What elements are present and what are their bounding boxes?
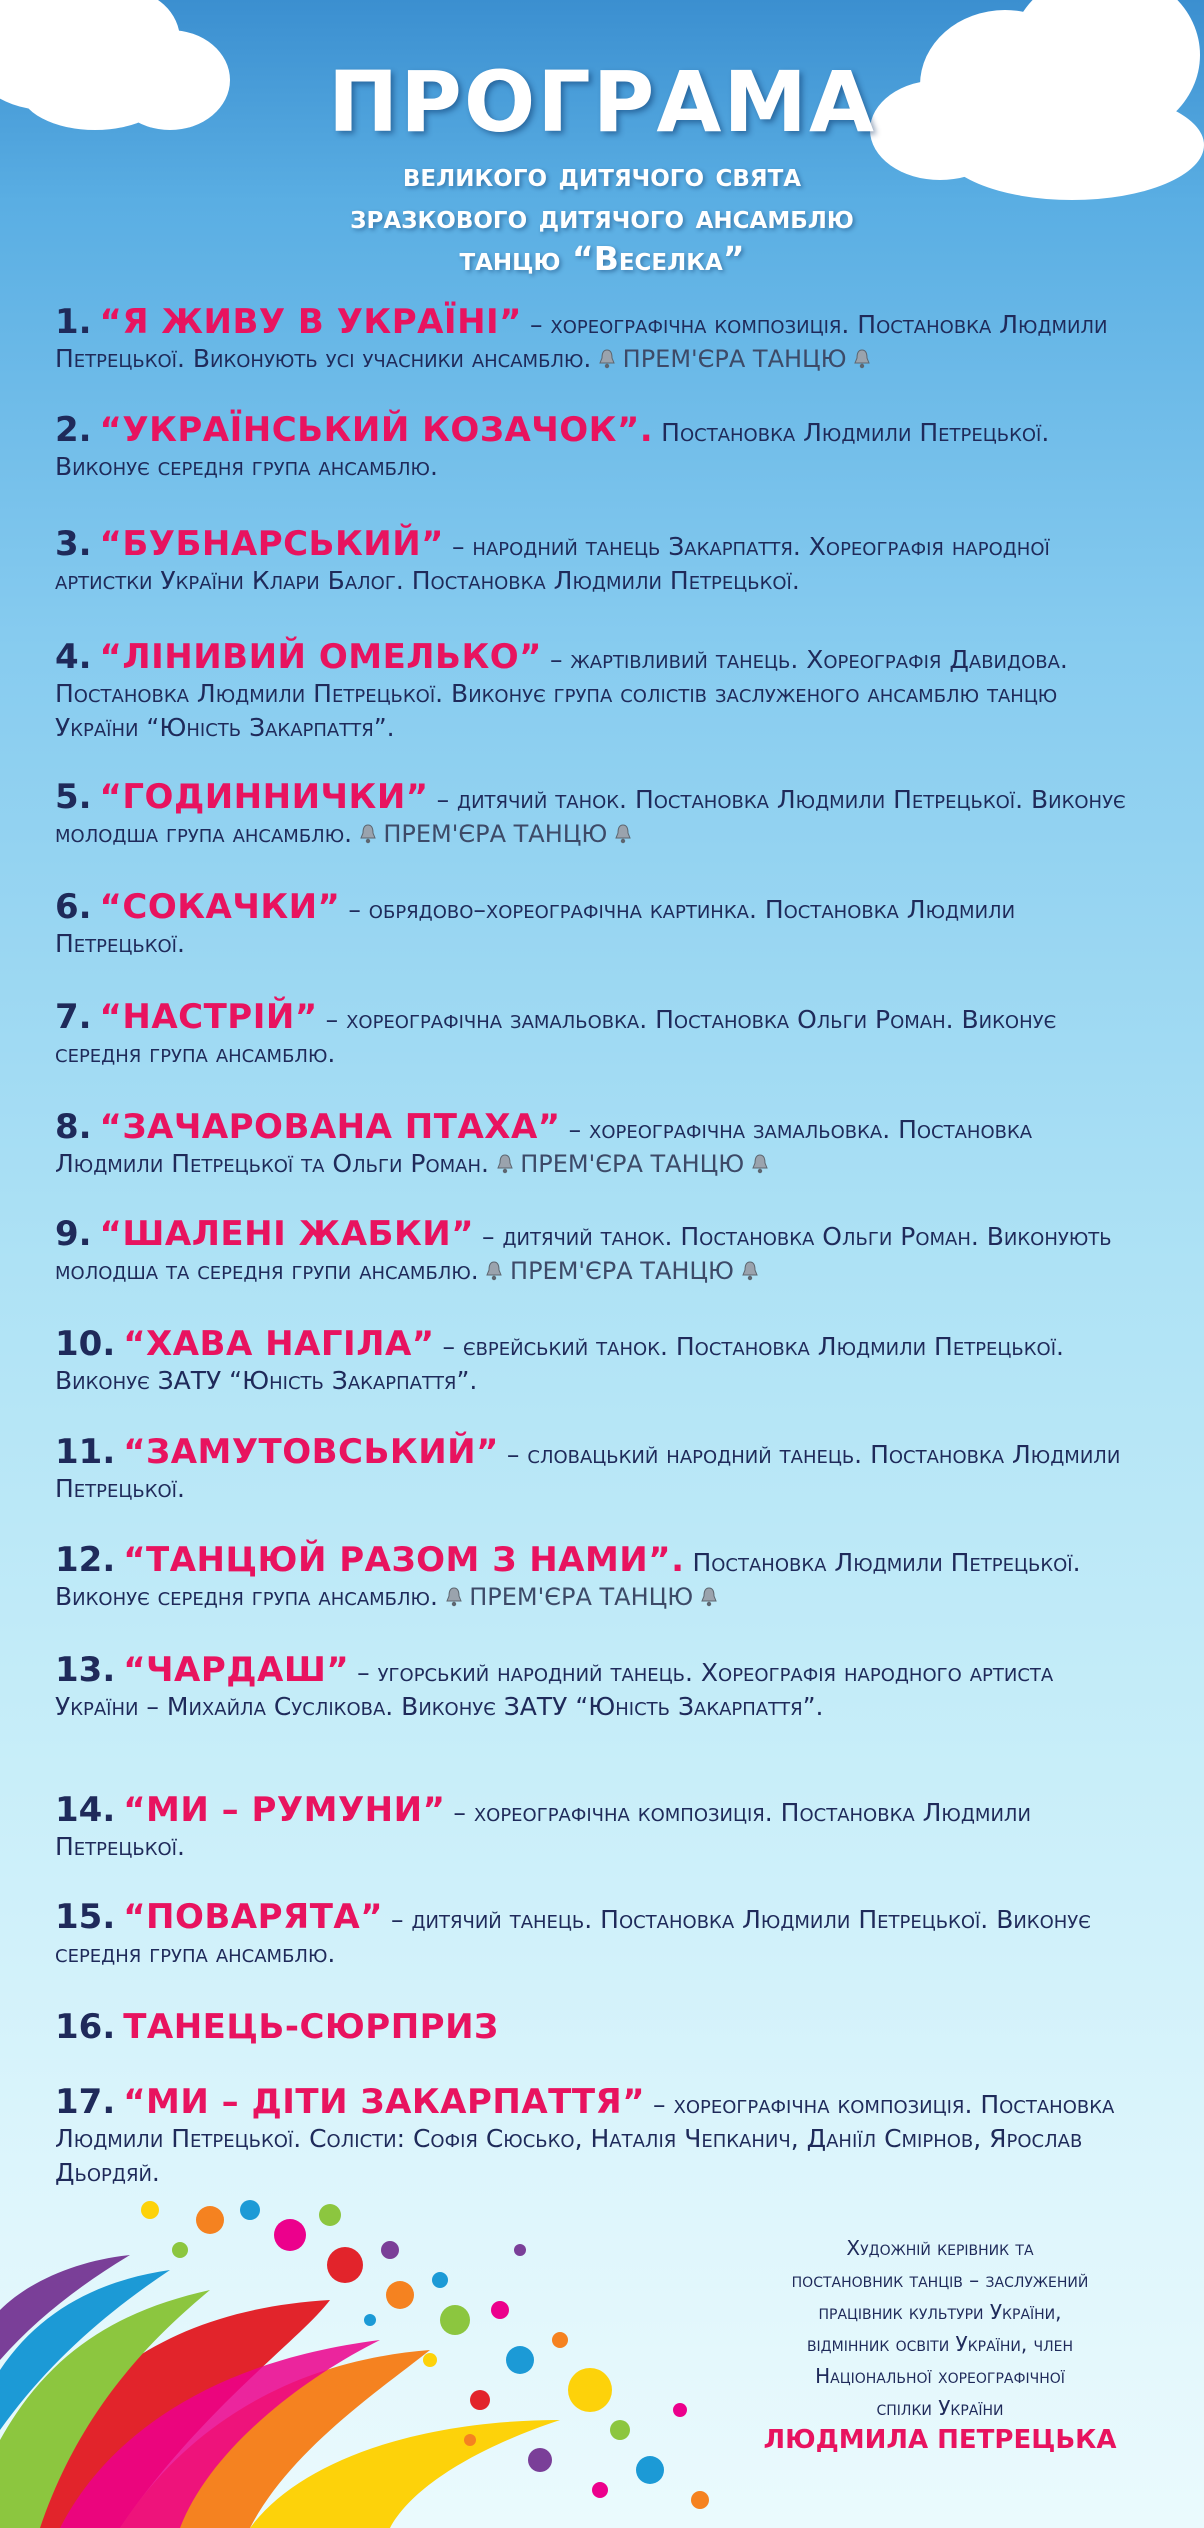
item-number: 7. <box>55 997 92 1037</box>
bell-icon <box>701 1587 717 1607</box>
item-number: 8. <box>55 1107 92 1147</box>
bell-icon <box>599 349 615 369</box>
dance-description: – дитячий танець. Постановка Людмили Петрецької. Виконує середня група ансамблю. <box>55 1905 1091 1968</box>
item-number: 15. <box>55 1897 116 1937</box>
premiere-label: ПРЕМ'ЄРА ТАНЦЮ <box>520 1150 745 1178</box>
credit-line-3: працівник культури України, <box>818 2300 1062 2324</box>
premiere-label: ПРЕМ'ЄРА ТАНЦЮ <box>469 1583 694 1611</box>
author-signature: ЛЮДМИЛА ПЕТРЕЦЬКА <box>763 2425 1117 2455</box>
program-item <box>55 410 1135 484</box>
program-item <box>55 1324 1135 1398</box>
bell-icon <box>360 824 376 844</box>
dance-description: – дитячий танок. Постановка Ольги Роман. Виконують молодша та середня групи ансамблю. <box>55 1222 1112 1285</box>
dance-title: “МИ – РУМУНИ” <box>123 1790 446 1830</box>
bell-icon <box>486 1261 502 1281</box>
dance-title: ТАНЕЦЬ-СЮРПРИЗ <box>123 2007 499 2047</box>
item-number: 10. <box>55 1324 116 1364</box>
dance-title: “Я ЖИВУ В УКРАЇНІ” <box>99 302 523 342</box>
dance-description: – народний танець Закарпаття. Хореографія народної артистки України Клари Балог. Постановка Людмили Петрецької. <box>55 532 1050 595</box>
dance-description: Постановка Людмили Петрецької. Виконує середня група ансамблю. <box>55 1548 1081 1611</box>
program-item <box>55 1214 1135 1288</box>
dance-description: – дитячий танок. Постановка Людмили Петрецької. Виконує молодша група ансамблю. <box>55 785 1126 848</box>
dance-title: “УКРАЇНСЬКИЙ КОЗАЧОК”. <box>99 410 654 450</box>
dance-title: “ХАВА НАГІЛА” <box>123 1324 435 1364</box>
credit-line-1: Художній керівник та <box>846 2236 1034 2260</box>
program-item <box>55 1897 1135 1971</box>
premiere-label: ПРЕМ'ЄРА ТАНЦЮ <box>383 820 608 848</box>
credit-line-6: спілки України <box>876 2396 1004 2420</box>
dance-description: – хореографічна композиція. Постановка Людмили Петрецької. Виконують усі учасники ансамблю. <box>55 310 1108 373</box>
item-number: 12. <box>55 1540 116 1580</box>
bell-icon <box>497 1154 513 1174</box>
dance-title: “МИ – ДІТИ ЗАКАРПАТТЯ” <box>123 2082 646 2122</box>
dance-title: “БУБНАРСЬКИЙ” <box>99 524 445 564</box>
item-number: 1. <box>55 302 92 342</box>
program-item <box>55 524 1135 598</box>
credit-line-4: відмінник освіти України, член <box>806 2332 1074 2356</box>
premiere-badge <box>479 1257 758 1285</box>
bell-icon <box>446 1587 462 1607</box>
subtitle-line-1: великого дитячого свята <box>402 155 802 194</box>
program-item <box>55 997 1135 1071</box>
rainbow-decoration <box>0 2190 760 2528</box>
credit-line-2: постановник танців – заслужений <box>791 2268 1089 2292</box>
bell-icon <box>742 1261 758 1281</box>
item-number: 4. <box>55 637 92 677</box>
program-item <box>55 887 1135 961</box>
dance-title: “ГОДИННИЧКИ” <box>99 777 429 817</box>
dance-description: – єврейський танок. Постановка Людмили Петрецької. Виконує ЗАТУ “Юність Закарпаття”. <box>55 1332 1064 1395</box>
dance-description: – угорський народний танець. Хореографія народного артиста України – Михайла Суслікова. Виконує ЗАТУ “Юність Закарпаття”. <box>55 1658 1054 1721</box>
program-item <box>55 1107 1135 1181</box>
item-number: 3. <box>55 524 92 564</box>
item-number: 11. <box>55 1432 116 1472</box>
credit-line-5: Національної хореографічної <box>815 2364 1065 2388</box>
page-title: ПРОГРАМА <box>328 53 876 151</box>
item-number: 13. <box>55 1650 116 1690</box>
dance-title: “ЗАЧАРОВАНА ПТАХА” <box>99 1107 561 1147</box>
subtitle-line-3: танцю “Веселка” <box>459 239 745 278</box>
item-number: 9. <box>55 1214 92 1254</box>
dance-title: “ЛІНИВИЙ ОМЕЛЬКО” <box>99 637 542 677</box>
item-number: 2. <box>55 410 92 450</box>
item-number: 17. <box>55 2082 116 2122</box>
premiere-label: ПРЕМ'ЄРА ТАНЦЮ <box>622 345 847 373</box>
dance-description: – хореографічна замальовка. Постановка Ольги Роман. Виконує середня група ансамблю. <box>55 1005 1057 1068</box>
dance-title: “ЗАМУТОВСЬКИЙ” <box>123 1432 499 1472</box>
dance-title: “ШАЛЕНІ ЖАБКИ” <box>99 1214 475 1254</box>
dance-description: – хореографічна композиція. Постановка Людмили Петрецької. <box>55 1798 1031 1861</box>
dance-description: – обрядово–хореографічна картинка. Постановка Людмили Петрецької. <box>55 895 1016 958</box>
bell-icon <box>615 824 631 844</box>
premiere-badge <box>591 345 870 373</box>
program-item <box>55 777 1135 851</box>
premiere-badge <box>438 1583 717 1611</box>
dance-description: – хореографічна композиція. Постановка Людмили Петрецької. Солісти: Софія Сюсько, Наталія Чепканич, Даніїл Смірнов, Ярослав Дьордяй. <box>55 2090 1115 2187</box>
dance-description: – словацький народний танець. Постановка Людмили Петрецької. <box>55 1440 1121 1503</box>
dance-title: “ЧАРДАШ” <box>123 1650 350 1690</box>
dance-description: – хореографічна замальовка. Постановка Людмили Петрецької та Ольги Роман. <box>55 1115 1033 1178</box>
dance-title: “ТАНЦЮЙ РАЗОМ З НАМИ”. <box>123 1540 685 1580</box>
premiere-badge <box>352 820 631 848</box>
bell-icon <box>752 1154 768 1174</box>
dance-title: “СОКАЧКИ” <box>99 887 341 927</box>
program-item <box>55 302 1135 376</box>
header <box>0 53 1204 280</box>
program-item <box>55 2082 1135 2190</box>
item-number: 5. <box>55 777 92 817</box>
premiere-badge <box>489 1150 768 1178</box>
program-item <box>55 1432 1135 1506</box>
item-number: 16. <box>55 2007 116 2047</box>
bell-icon <box>854 349 870 369</box>
dance-title: “НАСТРІЙ” <box>99 997 318 1037</box>
dance-description: Постановка Людмили Петрецької. Виконує середня група ансамблю. <box>55 418 1050 481</box>
program-item <box>55 1790 1135 1864</box>
premiere-label: ПРЕМ'ЄРА ТАНЦЮ <box>510 1257 734 1285</box>
author-credit <box>720 2232 1160 2456</box>
item-number: 6. <box>55 887 92 927</box>
item-number: 14. <box>55 1790 116 1830</box>
program-item <box>55 1650 1135 1724</box>
program-item <box>55 2007 1135 2047</box>
subtitle-line-2: зразкового дитячого ансамблю <box>350 197 854 236</box>
program-item <box>55 1540 1135 1614</box>
program-item <box>55 637 1135 745</box>
dance-description: – жартівливий танець. Хореографія Давидова. Постановка Людмили Петрецької. Виконує група солістів заслуженого ансамблю танцю України “Юність Закарпаття”. <box>55 645 1068 742</box>
dance-title: “ПОВАРЯТА” <box>123 1897 384 1937</box>
